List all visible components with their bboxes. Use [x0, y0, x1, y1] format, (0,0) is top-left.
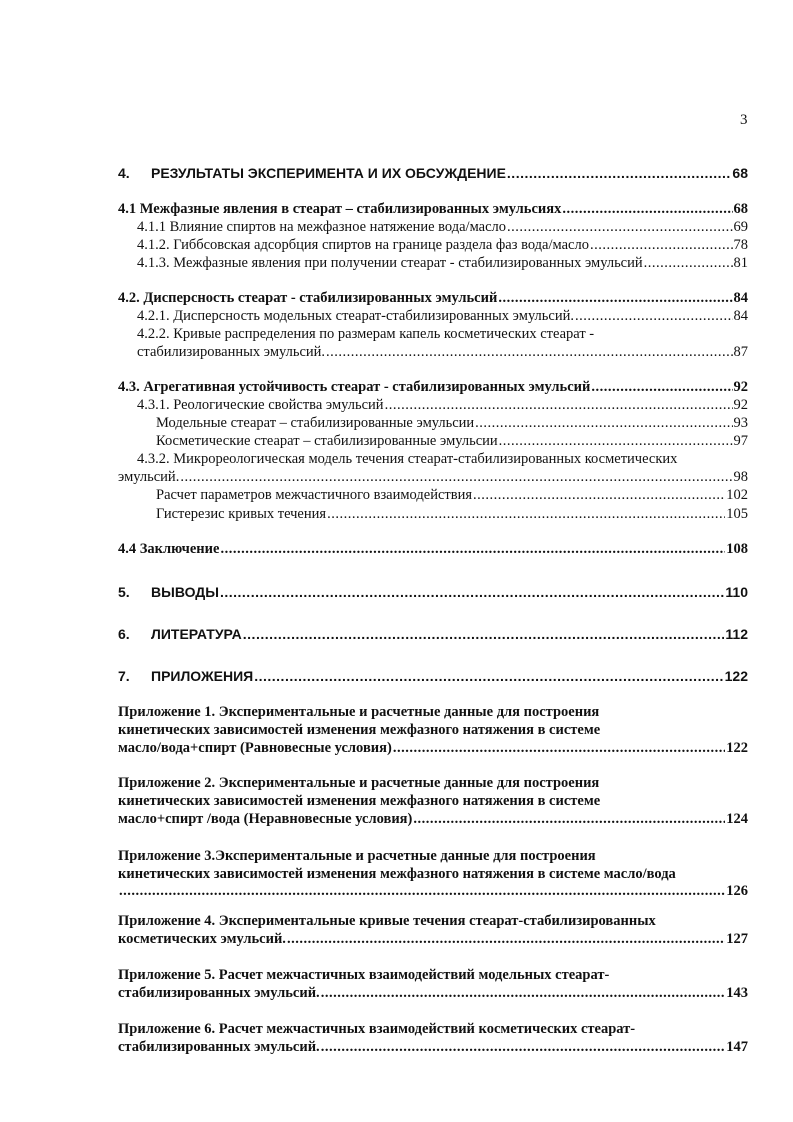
toc-entry[interactable] [156, 486, 748, 504]
page-ref: 124 [726, 811, 748, 827]
dot-leader [590, 236, 733, 254]
entry-title: эмульсий. [118, 469, 180, 485]
entry-title: масло/вода+спирт (Равновесные условия) [118, 740, 392, 756]
toc-entry[interactable] [137, 343, 748, 361]
toc-entry[interactable] [118, 1038, 748, 1056]
entry-title: масло+спирт /вода (Неравновесные условия) [118, 811, 413, 827]
toc-entry[interactable] [137, 307, 748, 325]
entry-title: Приложение 4. Экспериментальные кривые течения стеарат-стабилизированных [118, 913, 656, 929]
entry-title: 4.3.1. Реологические свойства эмульсий [137, 397, 384, 413]
toc-entry-line[interactable] [118, 792, 748, 810]
section-number: 6. [118, 626, 130, 642]
toc-entry[interactable] [118, 378, 748, 396]
page-ref: 122 [724, 668, 748, 684]
page-ref: 127 [726, 931, 748, 947]
dot-leader [507, 218, 732, 236]
entry-title: 4.1.1 Влияние спиртов на межфазное натяжение вода/масло [137, 219, 507, 235]
page-ref: 92 [733, 379, 748, 395]
entry-title: Приложение 6. Расчет межчастичных взаимодействий косметических стеарат- [118, 1021, 636, 1037]
toc-entry[interactable] [118, 583, 748, 601]
page-ref: 143 [726, 985, 748, 1001]
dot-leader [327, 505, 725, 523]
dot-leader [413, 810, 725, 828]
dot-leader [243, 625, 725, 643]
page-ref: 87 [733, 344, 748, 360]
entry-title: Приложение 5. Расчет межчастичных взаимодействий модельных стеарат- [118, 967, 610, 983]
dot-leader [499, 432, 733, 450]
toc-entry-line[interactable] [118, 865, 748, 883]
page-ref: 108 [726, 541, 748, 557]
entry-title: кинетических зависимостей изменения межфазного натяжения в системе [118, 793, 601, 809]
entry-title: ВЫВОДЫ [151, 584, 219, 600]
entry-title: 4.3. Агрегативная устойчивость стеарат - стабилизированных эмульсий [118, 379, 591, 395]
entry-title: 4.3.2. Микрореологическая модель течения стеарат-стабилизированных косметических [137, 451, 678, 467]
toc-entry[interactable] [156, 505, 748, 523]
page-ref: 81 [733, 255, 748, 271]
page-ref: 93 [733, 415, 748, 431]
toc-entry-line[interactable] [137, 325, 748, 343]
entry-title: ЛИТЕРАТУРА [151, 626, 242, 642]
dot-leader [591, 378, 732, 396]
entry-title: стабилизированных эмульсий. [118, 985, 320, 1001]
dot-leader [562, 200, 732, 218]
toc-entry[interactable] [118, 200, 748, 218]
entry-title: Косметические стеарат – стабилизированные эмульсии [156, 433, 498, 449]
toc-entry[interactable] [137, 396, 748, 414]
entry-title: косметических эмульсий. [118, 931, 286, 947]
page-ref: 112 [725, 626, 748, 642]
entry-title: кинетических зависимостей изменения межфазного натяжения в системе [118, 722, 601, 738]
dot-leader [287, 930, 725, 948]
toc-entry[interactable] [118, 540, 748, 558]
toc-entry[interactable] [137, 218, 748, 236]
page-ref: 92 [733, 397, 748, 413]
toc-entry[interactable] [118, 164, 748, 182]
toc-entry-line[interactable] [137, 450, 748, 468]
page-ref: 68 [732, 165, 748, 181]
page-ref: 122 [726, 740, 748, 756]
page-number: 3 [740, 112, 748, 128]
section-number: 5. [118, 584, 130, 600]
toc-entry-line[interactable] [118, 721, 748, 739]
dot-leader [393, 739, 725, 757]
entry-title: ПРИЛОЖЕНИЯ [151, 668, 254, 684]
toc-entry[interactable] [118, 882, 748, 900]
section-number: 4. [118, 165, 130, 181]
toc-entry-line[interactable] [118, 774, 748, 792]
toc-entry[interactable] [118, 625, 748, 643]
page-ref: 102 [726, 487, 748, 503]
page-ref: 84 [733, 290, 748, 306]
page-ref: 97 [733, 433, 748, 449]
page-ref: 105 [726, 506, 748, 522]
toc-entry[interactable] [118, 810, 748, 828]
entry-title: стабилизированных эмульсий. [137, 344, 326, 360]
toc-entry[interactable] [118, 468, 748, 486]
dot-leader [507, 164, 732, 182]
dot-leader [220, 583, 724, 601]
page-ref: 84 [733, 308, 748, 324]
toc-entry[interactable] [118, 984, 748, 1002]
dot-leader [180, 468, 732, 486]
section-number: 7. [118, 668, 130, 684]
entry-title: 4.2.1. Дисперсность модельных стеарат-стабилизированных эмульсий. [137, 308, 574, 324]
toc-entry[interactable] [156, 414, 748, 432]
dot-leader [644, 254, 733, 272]
entry-title: Расчет параметров межчастичного взаимодействия [156, 487, 473, 503]
dot-leader [475, 414, 732, 432]
toc-entry-line[interactable] [118, 912, 748, 930]
dot-leader [575, 307, 733, 325]
dot-leader [385, 396, 733, 414]
entry-title: 4.1 Межфазные явления в стеарат – стабилизированных эмульсиях [118, 201, 562, 217]
toc-entry[interactable] [156, 432, 748, 450]
entry-title: стабилизированных эмульсий. [118, 1039, 320, 1055]
dot-leader [498, 289, 732, 307]
entry-title: РЕЗУЛЬТАТЫ ЭКСПЕРИМЕНТА И ИХ ОБСУЖДЕНИЕ [151, 165, 506, 181]
dot-leader [119, 882, 725, 900]
entry-title: Модельные стеарат – стабилизированные эмульсии [156, 415, 475, 431]
entry-title: 4.4 Заключение [118, 541, 220, 557]
page-ref: 147 [726, 1039, 748, 1055]
page-ref: 126 [726, 883, 748, 899]
entry-title: Приложение 3.Экспериментальные и расчетные данные для построения [118, 848, 596, 864]
entry-title: 4.2. Дисперсность стеарат - стабилизированных эмульсий [118, 290, 498, 306]
toc-entry[interactable] [118, 667, 748, 685]
toc-entry[interactable] [118, 289, 748, 307]
toc-entry-line[interactable] [118, 966, 748, 984]
entry-title: кинетических зависимостей изменения межфазного натяжения в системе масло/вода [118, 866, 676, 882]
dot-leader [326, 343, 732, 361]
entry-title: 4.1.3. Межфазные явления при получении стеарат - стабилизированных эмульсий [137, 255, 643, 271]
entry-title: Приложение 1. Экспериментальные и расчетные данные для построения [118, 704, 600, 720]
toc-entry-line[interactable] [118, 847, 748, 865]
dot-leader [473, 486, 725, 504]
page-ref: 69 [733, 219, 748, 235]
page-ref: 68 [733, 201, 748, 217]
toc-entry-line[interactable] [118, 703, 748, 721]
toc-entry[interactable] [137, 236, 748, 254]
page-ref: 98 [733, 469, 748, 485]
page-ref: 110 [725, 584, 748, 600]
toc-entry[interactable] [118, 739, 748, 757]
entry-title: 4.1.2. Гиббсовская адсорбция спиртов на границе раздела фаз вода/масло [137, 237, 589, 253]
dot-leader [321, 1038, 726, 1056]
entry-title: Гистерезис кривых течения [156, 506, 327, 522]
entry-title: Приложение 2. Экспериментальные и расчетные данные для построения [118, 775, 600, 791]
toc-entry[interactable] [118, 930, 748, 948]
toc-entry-line[interactable] [118, 1020, 748, 1038]
dot-leader [321, 984, 726, 1002]
page-ref: 78 [733, 237, 748, 253]
dot-leader [220, 540, 725, 558]
toc-entry[interactable] [137, 254, 748, 272]
dot-leader [254, 667, 723, 685]
entry-title: 4.2.2. Кривые распределения по размерам капель косметических стеарат - [137, 326, 595, 342]
